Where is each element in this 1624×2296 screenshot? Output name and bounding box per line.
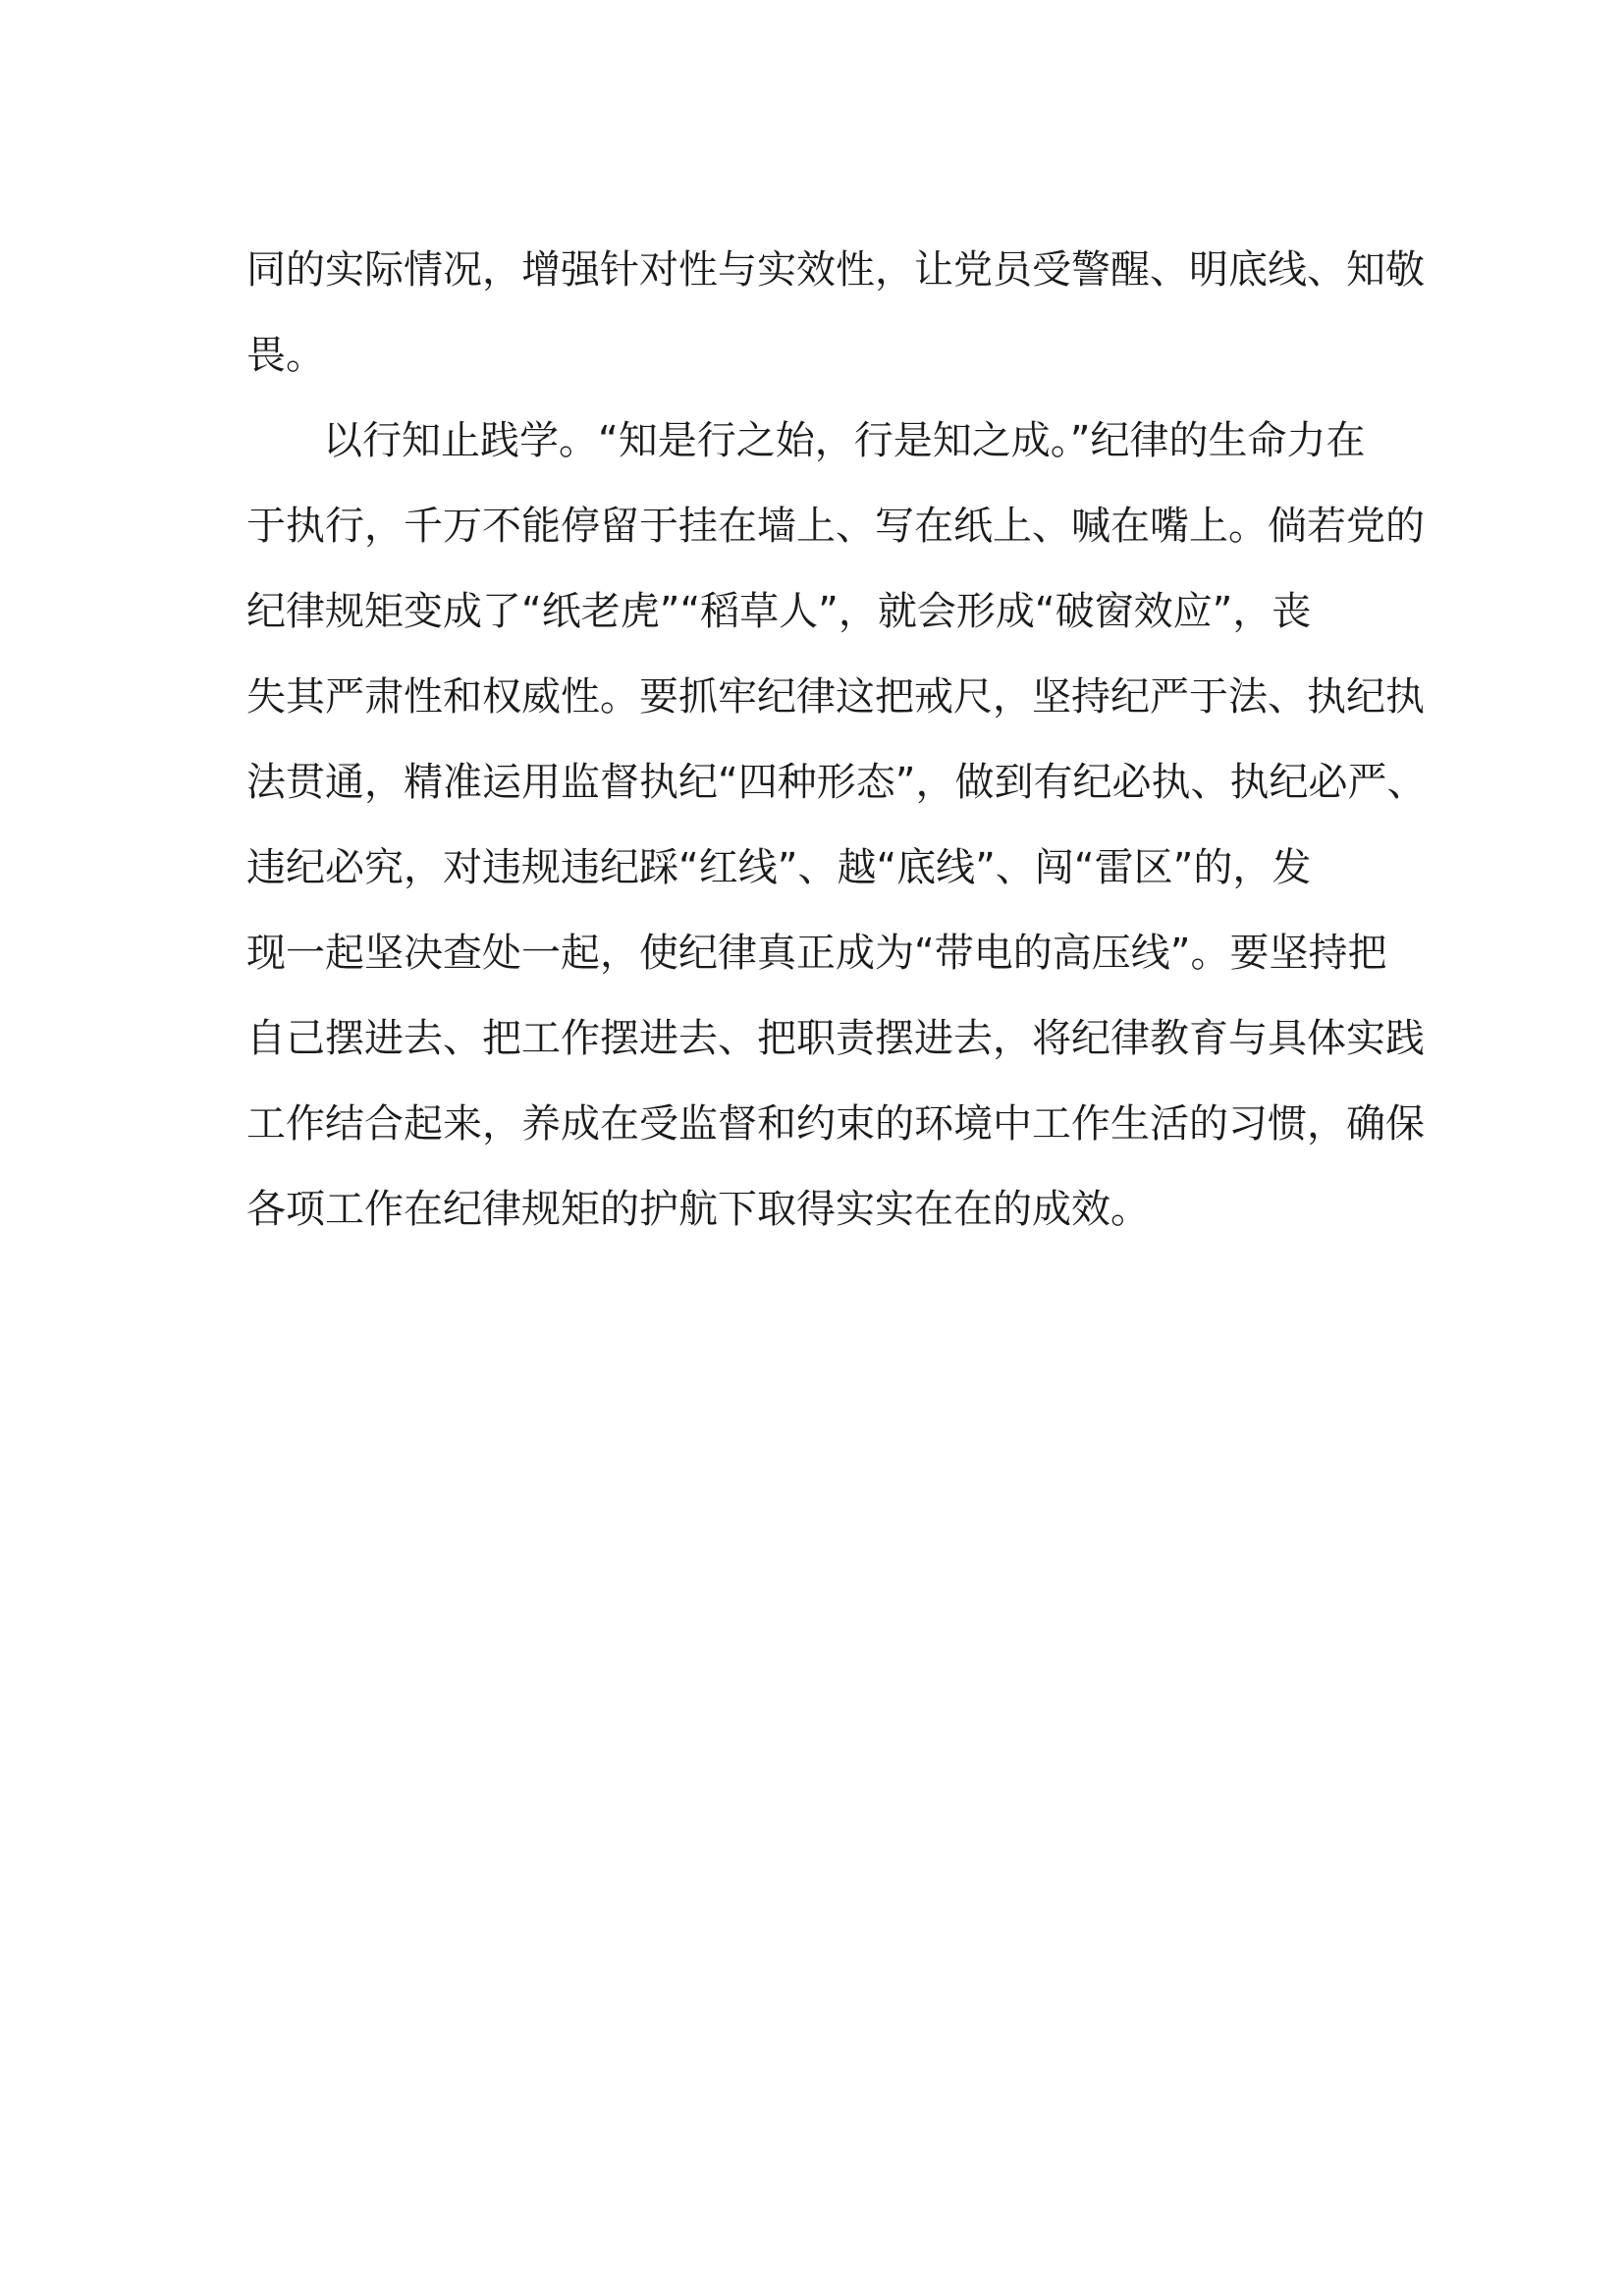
text-line: 畏。: [246, 333, 325, 378]
text-line: 法贯通，精准运用监督执纪“四种形态”，做到有纪必执、执纪必严、: [246, 760, 1427, 805]
text-line: 失其严肃性和权威性。要抓牢纪律这把戒尺，坚持纪严于法、执纪执: [246, 674, 1425, 720]
paragraph-1: [246, 228, 1425, 399]
text-line: 自己摆进去、把工作摆进去、把职责摆进去，将纪律教育与具体实践: [246, 1016, 1425, 1061]
text-line: 同的实际情况，增强针对性与实效性，让党员受警醒、明底线、知敬: [246, 247, 1425, 293]
text-line: 各项工作在纪律规矩的护航下取得实实在在的成效。: [246, 1187, 1150, 1232]
document-body: [246, 228, 1427, 1253]
text-line: 于执行，千万不能停留于挂在墙上、写在纸上、喊在嘴上。倘若党的: [246, 504, 1425, 549]
text-line: 违纪必究，对违规违纪踩“红线”、越“底线”、闯“雷区”的，发: [246, 845, 1312, 890]
text-line: 现一起坚决查处一起，使纪律真正成为“带电的高压线”。要坚持把: [246, 931, 1387, 976]
text-line: 工作结合起来，养成在受监督和约束的环境中工作生活的习惯，确保: [246, 1101, 1425, 1147]
paragraph-2: [246, 399, 1427, 1253]
text-line: 纪律规矩变成了“纸老虎”“稻草人”，就会形成“破窗效应”，丧: [246, 589, 1312, 634]
text-line: 以行知止践学。“知是行之始，行是知之成。”纪律的生命力在: [323, 418, 1366, 463]
